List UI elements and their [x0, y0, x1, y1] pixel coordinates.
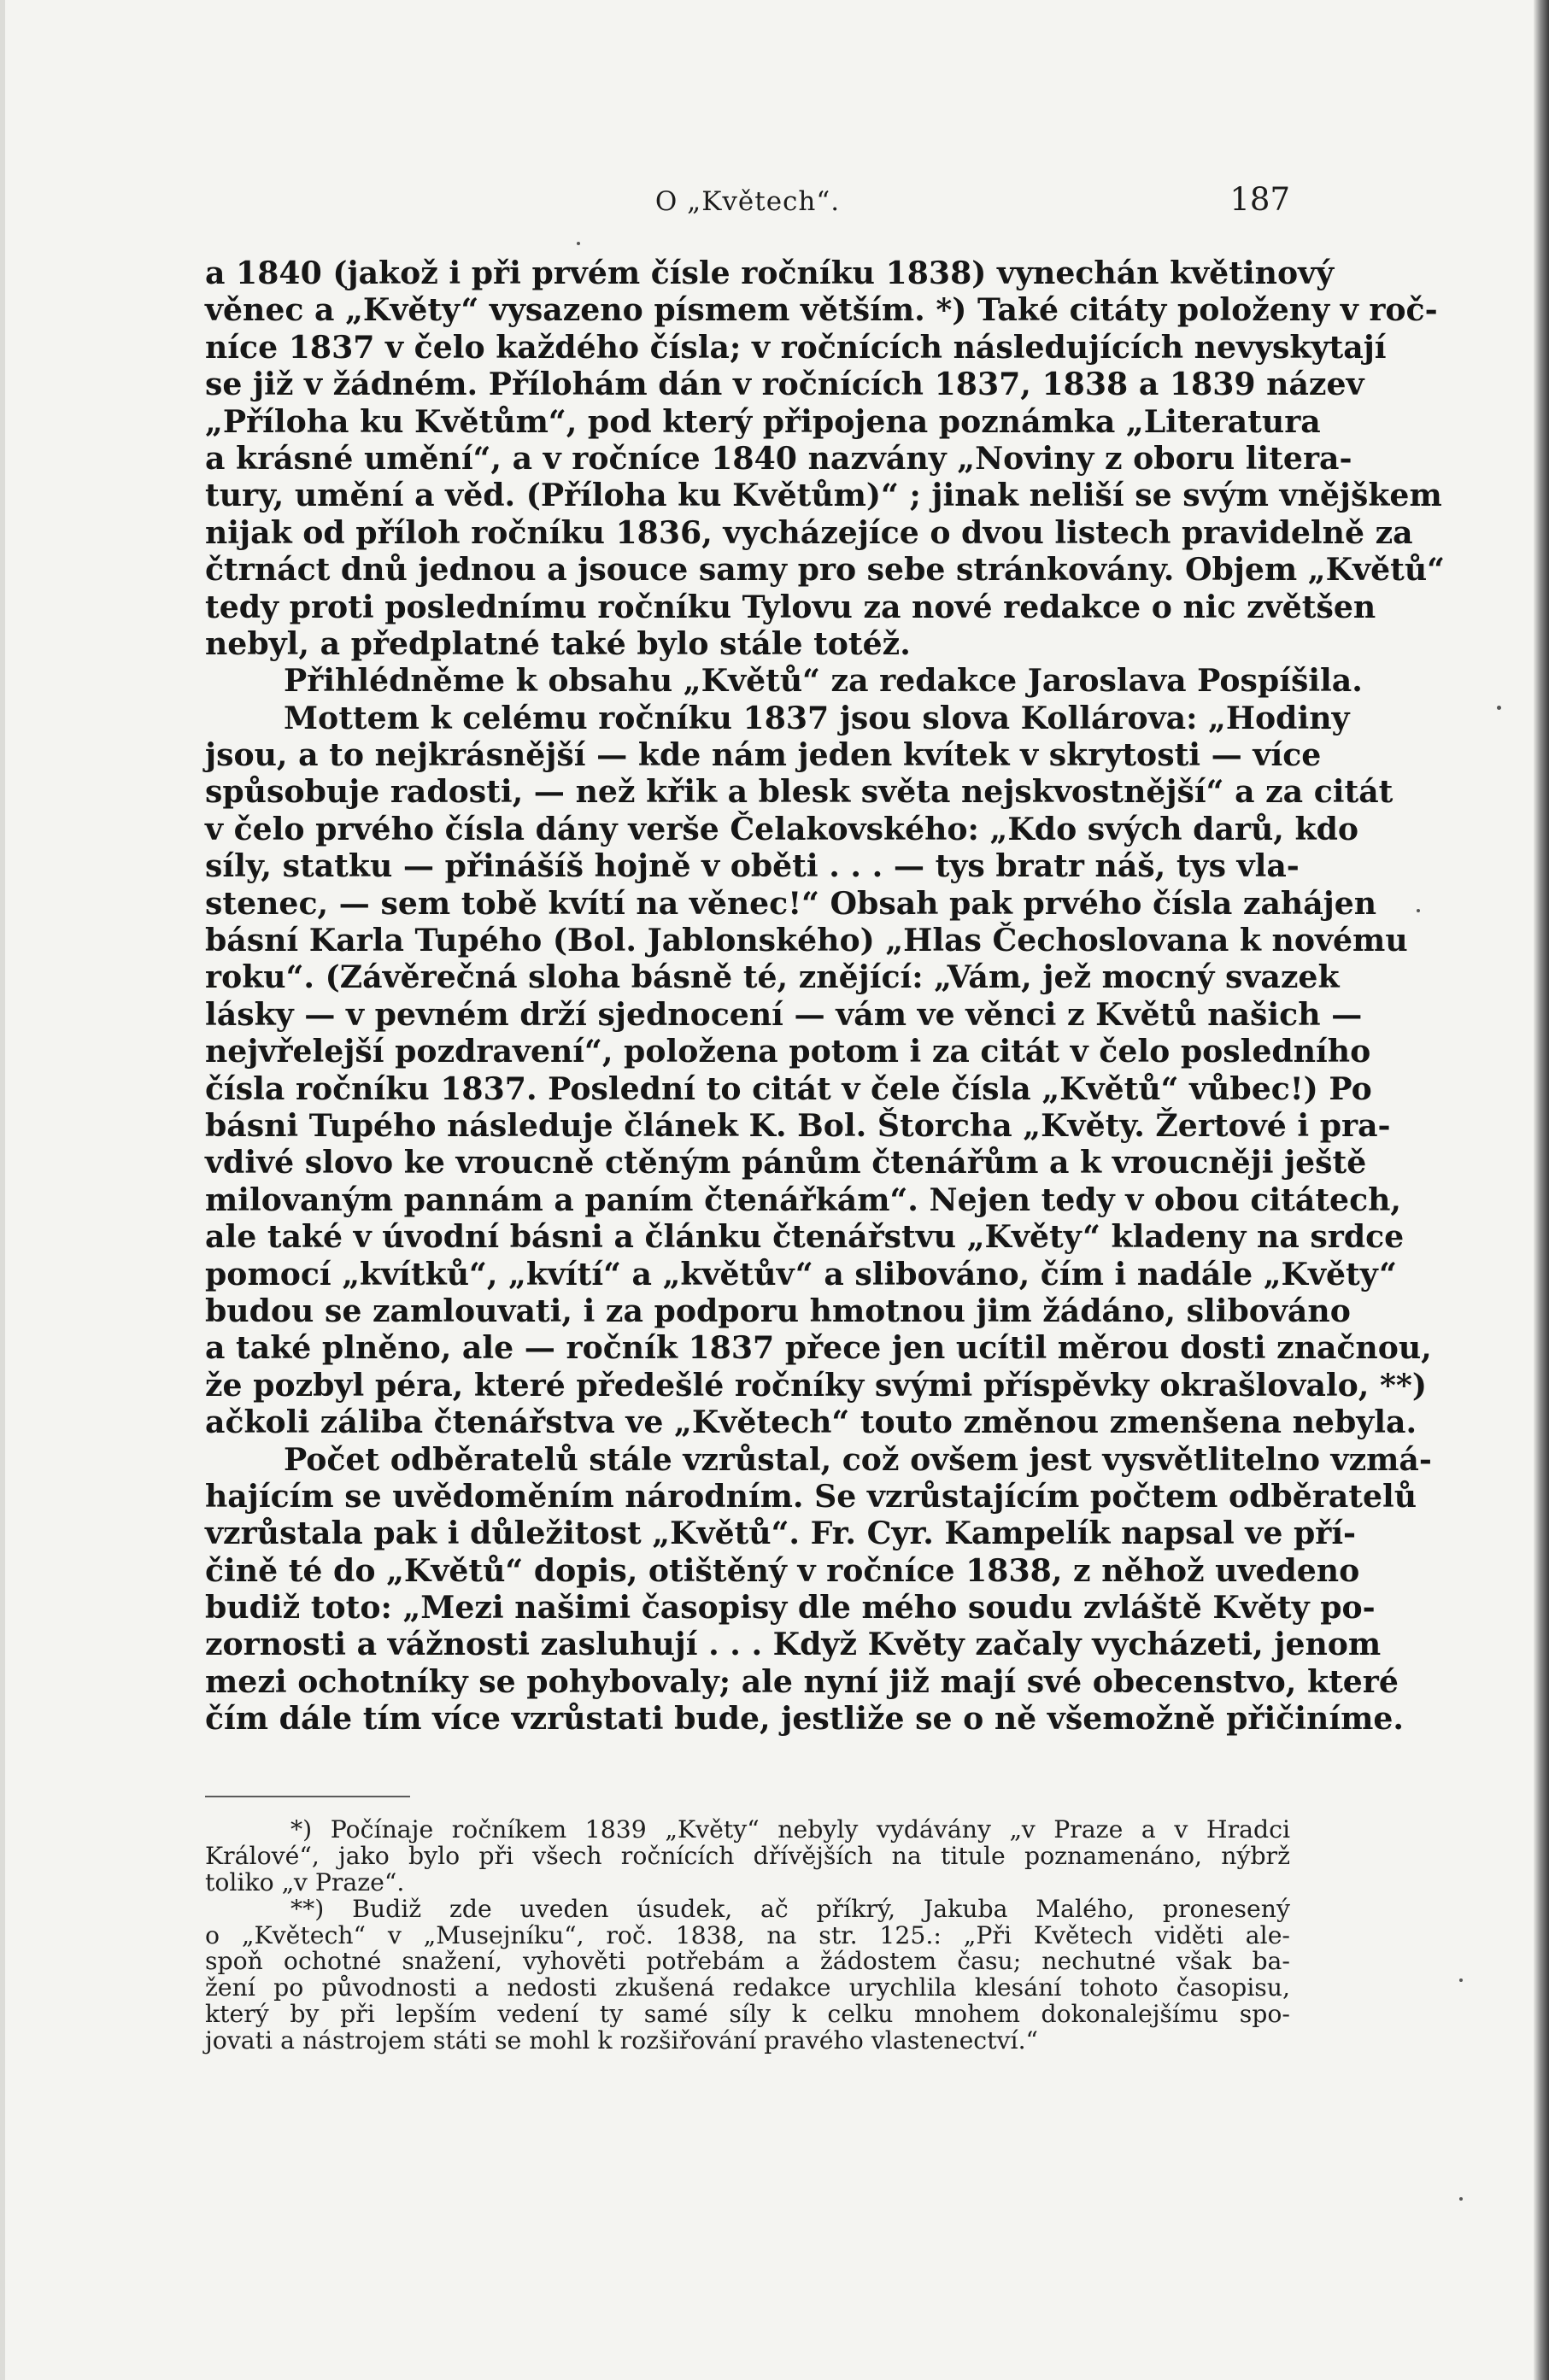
text-line: hajícím se uvědoměním národním. Se vzrůstajícím počtem odběratelů	[205, 1477, 1417, 1515]
footnote-line: **) Budiž zde uveden úsudek, ač příkrý, Jakuba Malého, pronesený	[290, 1894, 1290, 1923]
text-line: v čelo prvého čísla dány verše Čelakovského: „Kdo svých darů, kdo	[205, 810, 1359, 847]
footnotes	[205, 1817, 1290, 2055]
text-line: roku“. (Závěrečná sloha básně té, znějící: „Vám, jež mocný svazek	[205, 958, 1340, 996]
main-text	[205, 255, 1445, 1738]
scan-left-edge	[0, 0, 5, 2380]
scan-speck	[1417, 909, 1420, 912]
footnote-line: Králové“, jako bylo při všech ročnících dřívějších na titule poznamenáno, nýbrž	[205, 1841, 1290, 1870]
scan-right-edge	[1534, 0, 1549, 2380]
text-line: čině té do „Květů“ dopis, otištěný v ročníce 1838, z něhož uvedeno	[205, 1551, 1360, 1589]
text-line: síly, statku — přinášíš hojně v oběti . . . — tys bratr náš, tys vla-	[205, 847, 1300, 885]
text-line: milovaným pannám a paním čtenářkám“. Nejen tedy v obou citátech,	[205, 1181, 1402, 1218]
running-title: O „Květech“.	[654, 186, 841, 217]
text-line: se již v žádném. Přílohám dán v ročnících 1837, 1838 a 1839 název	[205, 366, 1364, 403]
text-line: budou se zamlouvati, i za podporu hmotnou jim žádáno, slibováno	[205, 1292, 1351, 1329]
text-line: „Příloha ku Květům“, pod který připojena poznámka „Literatura	[205, 402, 1321, 440]
text-line: Přihlédněme k obsahu „Květů“ za redakce Jaroslava Pospíšila.	[284, 662, 1363, 700]
text-line: zornosti a vážnosti zasluhují . . . Když Květy začaly vycházeti, jenom	[205, 1626, 1382, 1663]
text-line: ačkoli záliba čtenářstva ve „Květech“ touto změnou zmenšena nebyla.	[205, 1404, 1417, 1441]
footnote-line: spoň ochotné snažení, vyhověti potřebám a žádostem času; nechutné však ba-	[205, 1947, 1290, 1976]
text-line: věnec a „Květy“ vysazeno písmem větším. *) Také citáty položeny v roč-	[205, 291, 1438, 329]
text-line: stenec, — sem tobě kvítí na věnec!“ Obsah pak prvého čísla zahájen	[205, 884, 1377, 922]
text-line: tury, umění a věd. (Příloha ku Květům)“ ; jinak neliší se svým vnějškem	[205, 477, 1442, 514]
scan-speck	[577, 242, 580, 245]
text-line: nebyl, a předplatné také bylo stále totéž.	[205, 624, 911, 662]
text-line: a 1840 (jakož i při prvém čísle ročníku 1838) vynechán květinový	[205, 255, 1335, 291]
footnote-separator	[205, 1796, 410, 1797]
text-line: pomocí „kvítků“, „kvítí“ a „květův“ a slibováno, čím i nadále „Květy“	[205, 1255, 1397, 1293]
text-line: tedy proti poslednímu ročníku Tylovu za nové redakce o nic zvětšen	[205, 588, 1376, 625]
text-line: lásky — v pevném drží sjednocení — vám ve věnci z Květů našich —	[205, 995, 1363, 1033]
text-line: a také plněno, ale — ročník 1837 přece jen ucítil měrou dosti značnou,	[205, 1329, 1432, 1367]
footnote-line: toliko „v Praze“.	[205, 1867, 405, 1896]
scan-speck	[1459, 1978, 1463, 1982]
text-line: vzrůstala pak i důležitost „Květů“. Fr. Cyr. Kampelík napsal ve pří-	[205, 1515, 1357, 1552]
text-line: nijak od příloh ročníku 1836, vycházejíce o dvou listech pravidelně za	[205, 513, 1413, 551]
footnote-line: o „Květech“ v „Musejníku“, roč. 1838, na str. 125.: „Při Květech viděti ale-	[205, 1920, 1290, 1949]
text-line: mezi ochotníky se pohybovaly; ale nyní již mají své obecenstvo, které	[205, 1662, 1399, 1700]
text-line: básní Karla Tupého (Bol. Jablonského) „Hlas Čechoslovana k novému	[205, 922, 1408, 959]
scan-speck	[1497, 706, 1501, 710]
text-line: budiž toto: „Mezi našimi časopisy dle mého soudu zvláště Květy po-	[205, 1589, 1376, 1627]
page-header	[205, 181, 1290, 224]
text-line: vdivé slovo ke vroucně ctěným pánům čtenářům a k vroucněji ještě	[205, 1144, 1367, 1181]
text-line: a krásné umění“, a v ročníce 1840 nazvány „Noviny z oboru litera-	[205, 439, 1352, 477]
footnote-line: jovati a nástrojem státi se mohl k rozšiřování pravého vlastenectví.“	[205, 2026, 1039, 2055]
text-line: Mottem k celému ročníku 1837 jsou slova Kollárova: „Hodiny	[284, 699, 1350, 736]
footnote-line: žení po původnosti a nedosti zkušená redakce urychlila klesání tohoto časopisu,	[205, 1973, 1290, 2002]
footnote-line: který by při lepším vedení ty samé síly k celku mnohem dokonalejšímu spo-	[205, 2000, 1290, 2029]
text-line: čísla ročníku 1837. Poslední to citát v čele čísla „Květů“ vůbec!) Po	[205, 1070, 1372, 1107]
text-line: níce 1837 v čelo každého čísla; v ročnících následujících nevyskytají	[205, 328, 1387, 366]
text-line: jsou, a to nejkrásnější — kde nám jeden kvítek v skrytosti — více	[205, 736, 1322, 774]
text-line: nejvřelejší pozdravení“, položena potom i za citát v čelo posledního	[205, 1033, 1371, 1070]
text-line: čím dále tím více vzrůstati bude, jestliže se o ně všemožně přičiníme.	[205, 1700, 1404, 1738]
text-line: že pozbyl péra, které předešlé ročníky svými příspěvky okrašlovalo, **)	[205, 1366, 1427, 1404]
page-number: 187	[1229, 181, 1290, 218]
text-line: spůsobuje radosti, — než křik a blesk světa nejskvostnější“ a za citát	[205, 773, 1394, 811]
scan-speck	[1459, 2197, 1463, 2201]
footnote-line: *) Počínaje ročníkem 1839 „Květy“ nebyly vydávány „v Praze a v Hradci	[290, 1815, 1290, 1844]
text-line: básni Tupého následuje článek K. Bol. Štorcha „Květy. Žertové i pra-	[205, 1106, 1391, 1144]
text-line: ale také v úvodní básni a článku čtenářstvu „Květy“ kladeny na srdce	[205, 1218, 1405, 1256]
text-line: Počet odběratelů stále vzrůstal, což ovšem jest vysvětlitelno vzmá-	[284, 1440, 1432, 1478]
text-line: čtrnáct dnů jednou a jsouce samy pro sebe stránkovány. Objem „Květů“	[205, 551, 1445, 589]
